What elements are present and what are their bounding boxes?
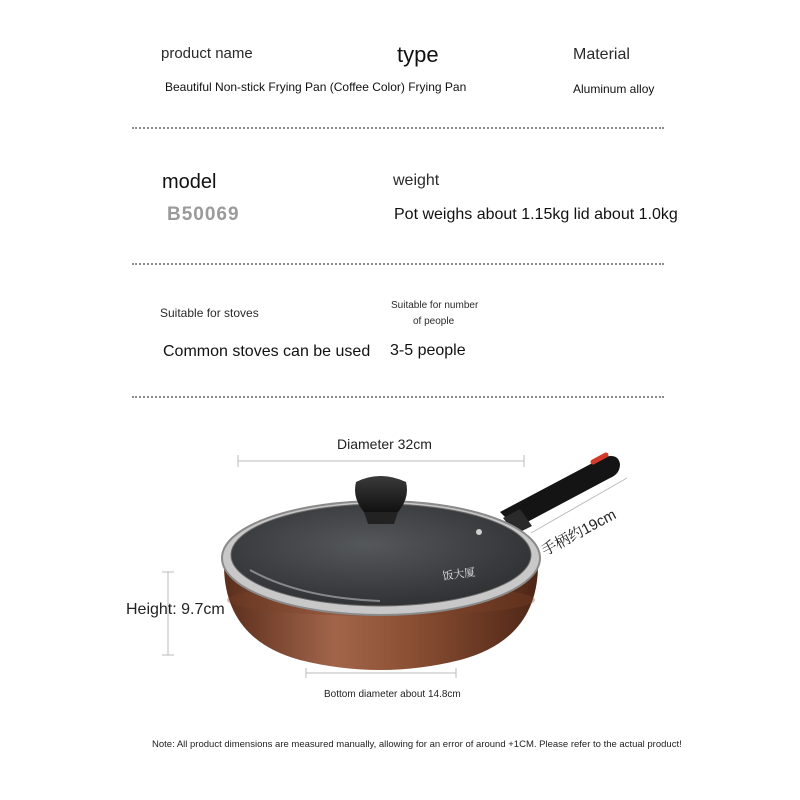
diameter-text: Diameter 32cm (337, 436, 432, 452)
people-value: 3-5 people (390, 342, 466, 359)
material-label: Material (573, 46, 630, 63)
lid-mark: 饭大厦 (441, 566, 477, 583)
product-name-value: Beautiful Non-stick Frying Pan (Coffee Color) Frying Pan (165, 80, 467, 94)
people-label-line1: Suitable for number (391, 300, 479, 311)
product-name-label: product name (161, 45, 253, 62)
people-label-line2: of people (413, 316, 455, 327)
diameter-dimension (238, 455, 524, 467)
material-value: Aluminum alloy (573, 82, 655, 96)
note-text: Note: All product dimensions are measured manually, allowing for an error of around +1CM. Please refer to the actual product! (152, 739, 682, 750)
type-label: type (397, 42, 439, 67)
height-text: Height: 9.7cm (126, 601, 225, 618)
stoves-value: Common stoves can be used (163, 343, 371, 360)
model-label: model (162, 171, 217, 193)
weight-value: Pot weighs about 1.15kg lid about 1.0kg (394, 206, 678, 223)
bottom-diameter-text: Bottom diameter about 14.8cm (324, 689, 461, 700)
weight-label: weight (393, 172, 440, 189)
handle-length-text: 手柄约19cm (538, 506, 620, 560)
model-value: B50069 (167, 204, 240, 225)
stoves-label: Suitable for stoves (160, 306, 259, 320)
